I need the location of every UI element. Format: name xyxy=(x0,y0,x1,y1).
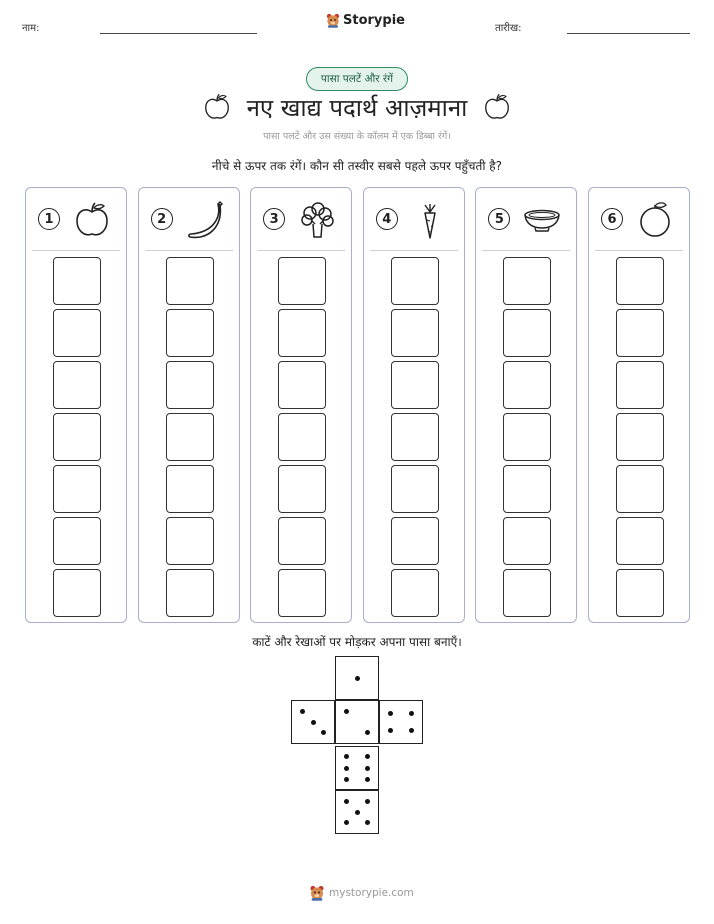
dice-face xyxy=(335,656,379,700)
color-box[interactable] xyxy=(616,309,664,357)
color-box[interactable] xyxy=(616,569,664,617)
brand-logo xyxy=(326,13,405,28)
column-number: 1 xyxy=(38,208,60,230)
footer xyxy=(309,885,414,901)
column-number: 2 xyxy=(151,208,173,230)
color-box[interactable] xyxy=(391,465,439,513)
color-box[interactable] xyxy=(278,413,326,461)
color-box[interactable] xyxy=(53,465,101,513)
food-column-2 xyxy=(138,187,240,623)
color-box[interactable] xyxy=(391,517,439,565)
color-box[interactable] xyxy=(53,517,101,565)
dice-pip xyxy=(311,720,316,725)
dice-net xyxy=(290,656,426,836)
date-label: तारीख: xyxy=(495,23,522,34)
dice-pip xyxy=(365,754,370,759)
dice-pip xyxy=(388,711,393,716)
color-box[interactable] xyxy=(391,309,439,357)
color-box[interactable] xyxy=(166,361,214,409)
color-box[interactable] xyxy=(53,413,101,461)
color-box[interactable] xyxy=(166,465,214,513)
column-number: 5 xyxy=(488,208,510,230)
color-box[interactable] xyxy=(616,361,664,409)
color-box[interactable] xyxy=(503,569,551,617)
brand-name: Storypie xyxy=(343,13,405,28)
orange-icon xyxy=(635,200,675,240)
bowl-icon xyxy=(522,200,562,240)
food-column-3 xyxy=(250,187,352,623)
instruction-text: नीचे से ऊपर तक रंगें। कौन सी तस्वीर सबसे पहले ऊपर पहुँचती है? xyxy=(211,159,503,173)
date-line[interactable] xyxy=(567,33,690,34)
dice-pip xyxy=(300,709,305,714)
dice-pip xyxy=(344,754,349,759)
dice-pip xyxy=(344,799,349,804)
column-number: 3 xyxy=(263,208,285,230)
dice-pip xyxy=(344,709,349,714)
name-label: नाम: xyxy=(22,23,40,34)
color-box[interactable] xyxy=(278,257,326,305)
color-box[interactable] xyxy=(616,413,664,461)
bear-logo-icon xyxy=(309,885,325,901)
color-box[interactable] xyxy=(53,257,101,305)
color-box[interactable] xyxy=(616,257,664,305)
dice-face xyxy=(335,700,379,744)
dice-pip xyxy=(355,676,360,681)
color-box[interactable] xyxy=(278,465,326,513)
color-box[interactable] xyxy=(503,361,551,409)
color-box[interactable] xyxy=(278,569,326,617)
dice-pip xyxy=(388,728,393,733)
color-box[interactable] xyxy=(166,517,214,565)
color-box[interactable] xyxy=(616,465,664,513)
name-line[interactable] xyxy=(100,33,257,34)
dice-pip xyxy=(344,777,349,782)
color-box[interactable] xyxy=(391,257,439,305)
broccoli-icon xyxy=(297,200,337,240)
apple-icon xyxy=(482,92,512,122)
food-column-4 xyxy=(363,187,465,623)
color-box[interactable] xyxy=(391,413,439,461)
food-column-5 xyxy=(475,187,577,623)
column-number: 4 xyxy=(376,208,398,230)
color-box[interactable] xyxy=(166,257,214,305)
dice-face xyxy=(335,790,379,834)
color-box[interactable] xyxy=(53,361,101,409)
dice-face xyxy=(335,746,379,790)
dice-pip xyxy=(409,728,414,733)
dice-pip xyxy=(365,820,370,825)
dice-pip xyxy=(365,799,370,804)
dice-pip xyxy=(321,730,326,735)
color-box[interactable] xyxy=(166,413,214,461)
color-box[interactable] xyxy=(391,569,439,617)
color-box[interactable] xyxy=(166,309,214,357)
color-box[interactable] xyxy=(503,465,551,513)
color-box[interactable] xyxy=(391,361,439,409)
dice-pip xyxy=(409,711,414,716)
color-box[interactable] xyxy=(503,517,551,565)
color-box[interactable] xyxy=(53,309,101,357)
page-title: नए खाद्य पदार्थ आज़माना xyxy=(246,94,468,122)
color-box[interactable] xyxy=(278,517,326,565)
color-box[interactable] xyxy=(503,257,551,305)
dice-pip xyxy=(365,730,370,735)
bear-logo-icon xyxy=(326,13,340,28)
dice-pip xyxy=(365,766,370,771)
dice-pip xyxy=(344,820,349,825)
color-box[interactable] xyxy=(166,569,214,617)
color-box[interactable] xyxy=(278,309,326,357)
carrot-icon xyxy=(410,200,450,240)
color-box[interactable] xyxy=(53,569,101,617)
dice-face xyxy=(291,700,335,744)
food-column-6 xyxy=(588,187,690,623)
column-number: 6 xyxy=(601,208,623,230)
color-box[interactable] xyxy=(616,517,664,565)
banana-icon xyxy=(185,200,225,240)
activity-pill: पासा पलटें और रंगें xyxy=(306,67,408,91)
dice-face xyxy=(379,700,423,744)
color-box[interactable] xyxy=(278,361,326,409)
page-subtitle: पासा पलटें और उस संख्या के कॉलम में एक डिब्बा रंगें। xyxy=(263,131,451,142)
cut-instruction: काटें और रेखाओं पर मोड़कर अपना पासा बनाएँ। xyxy=(252,635,462,649)
apple-icon xyxy=(72,200,112,240)
dice-pip xyxy=(355,810,360,815)
footer-url: mystorypie.com xyxy=(329,887,414,899)
dice-pip xyxy=(344,766,349,771)
dice-pip xyxy=(365,777,370,782)
color-box[interactable] xyxy=(503,309,551,357)
color-box[interactable] xyxy=(503,413,551,461)
food-column-1 xyxy=(25,187,127,623)
